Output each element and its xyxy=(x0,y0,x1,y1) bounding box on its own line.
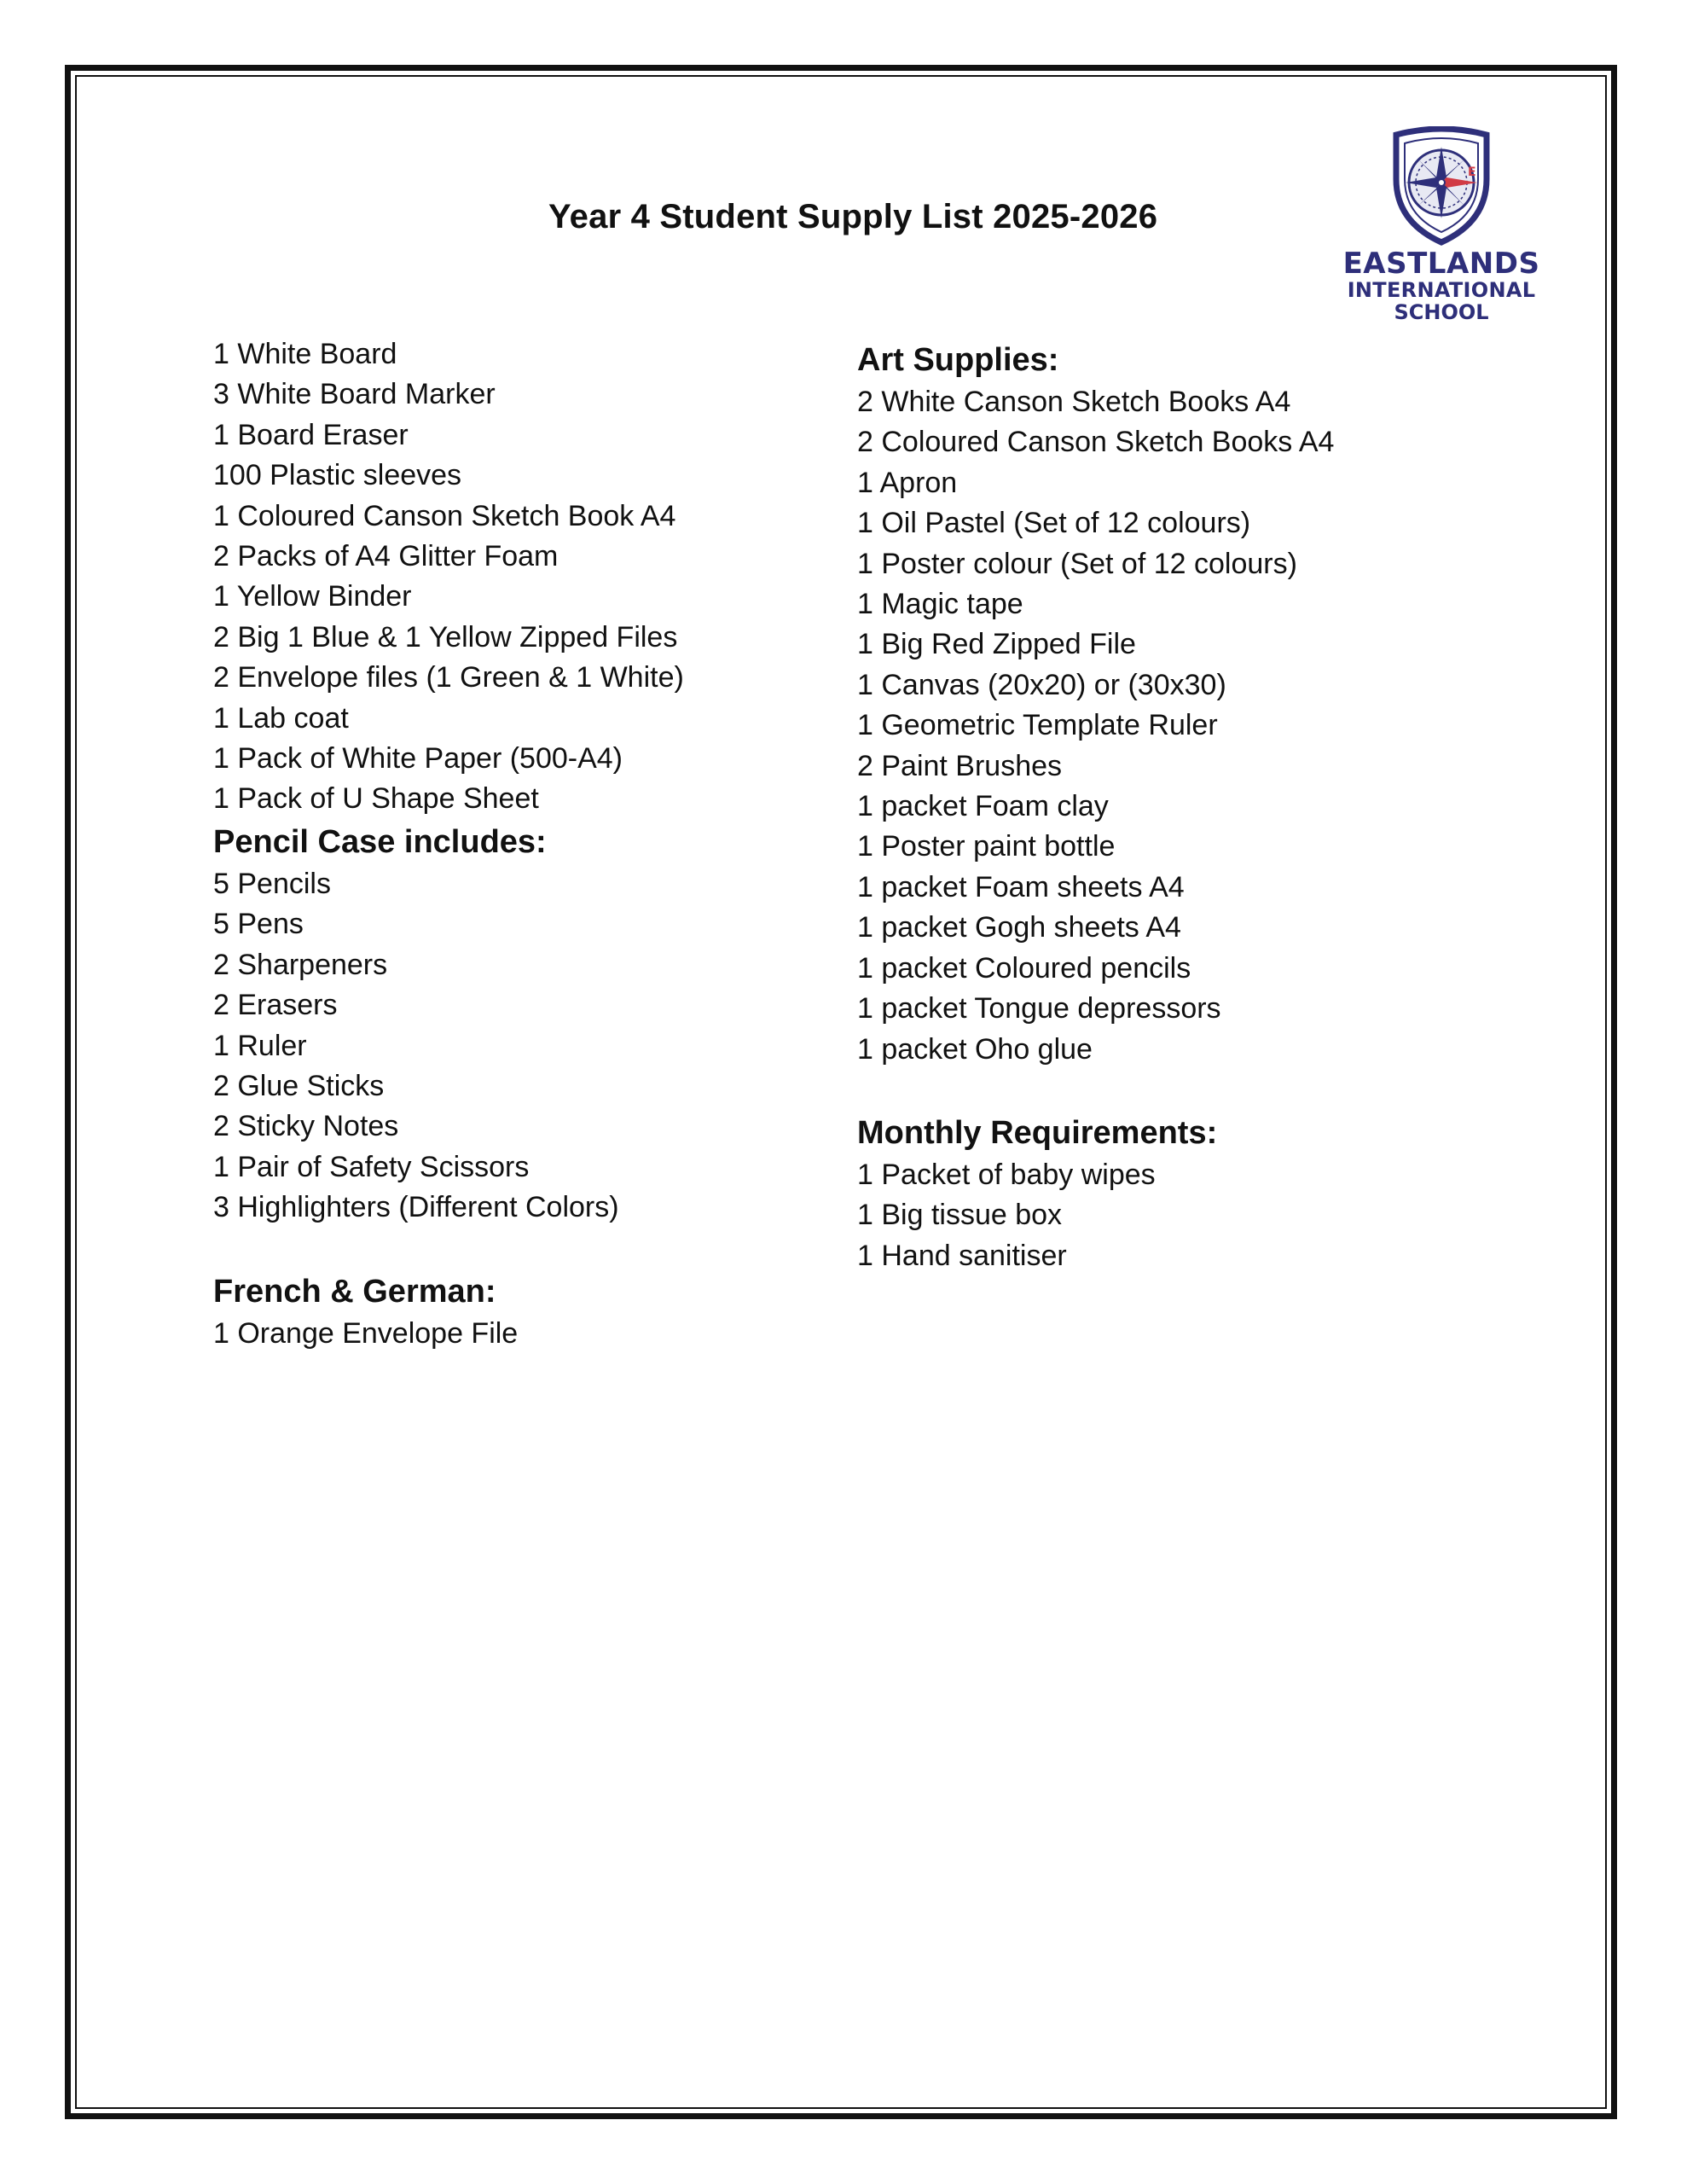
list-item: 2 Erasers xyxy=(213,989,338,1022)
section-spacer xyxy=(857,1070,1471,1111)
list-item: 1 Geometric Template Ruler xyxy=(857,709,1218,742)
french-german-heading: French & German: xyxy=(213,1273,496,1310)
logo-text-line1: EASTLANDS xyxy=(1342,247,1540,281)
list-item: 1 packet Tongue depressors xyxy=(857,992,1221,1025)
left-column xyxy=(213,334,827,1354)
list-item: 1 Pair of Safety Scissors xyxy=(213,1150,530,1183)
list-item: 1 Pack of White Paper (500-A4) xyxy=(213,742,623,775)
list-item: 2 Coloured Canson Sketch Books A4 xyxy=(857,426,1335,459)
list-item: 3 White Board Marker xyxy=(213,378,496,411)
list-item: 2 Packs of A4 Glitter Foam xyxy=(213,540,559,573)
list-item: 2 White Canson Sketch Books A4 xyxy=(857,386,1291,418)
french-german-list xyxy=(213,1314,827,1354)
pencil-case-list xyxy=(213,864,827,1228)
list-item: 1 Packet of baby wipes xyxy=(857,1158,1156,1191)
art-supplies-list xyxy=(857,382,1471,1070)
list-item: 1 Ruler xyxy=(213,1029,307,1062)
list-item: 1 Big tissue box xyxy=(857,1199,1063,1232)
school-logo xyxy=(1339,126,1544,322)
logo-text-line2: INTERNATIONAL xyxy=(1347,278,1536,302)
general-items-list xyxy=(213,334,827,820)
list-item: 1 packet Gogh sheets A4 xyxy=(857,911,1181,944)
list-item: 1 packet Foam clay xyxy=(857,790,1109,823)
list-item: 5 Pencils xyxy=(213,867,331,900)
list-item: 1 Pack of U Shape Sheet xyxy=(213,782,539,816)
list-item: 1 Yellow Binder xyxy=(213,580,412,613)
logo-text-line3: SCHOOL xyxy=(1394,300,1489,324)
list-item: 1 Poster paint bottle xyxy=(857,830,1116,863)
section-spacer xyxy=(213,1228,827,1269)
list-item: 3 Highlighters (Different Colors) xyxy=(213,1191,619,1224)
list-item: 1 packet Foam sheets A4 xyxy=(857,870,1185,903)
list-item: 2 Big 1 Blue & 1 Yellow Zipped Files xyxy=(213,620,678,653)
list-item: 2 Envelope files (1 Green & 1 White) xyxy=(213,661,684,694)
list-item: 5 Pens xyxy=(213,908,304,941)
list-item: 1 Canvas (20x20) or (30x30) xyxy=(857,668,1226,701)
list-item: 1 packet Oho glue xyxy=(857,1032,1093,1066)
list-item: 1 Big Red Zipped File xyxy=(857,628,1136,661)
monthly-requirements-list xyxy=(857,1155,1471,1276)
pencil-case-heading: Pencil Case includes: xyxy=(213,823,547,860)
list-item: 100 Plastic sleeves xyxy=(213,459,462,492)
list-item: 1 Board Eraser xyxy=(213,418,409,451)
list-item: 1 Apron xyxy=(857,466,958,499)
list-item: 1 Coloured Canson Sketch Book A4 xyxy=(213,499,676,532)
list-item: 1 Magic tape xyxy=(857,588,1023,621)
list-item: 1 Oil Pastel (Set of 12 colours) xyxy=(857,507,1251,540)
list-item: 2 Paint Brushes xyxy=(857,749,1063,782)
art-supplies-heading: Art Supplies: xyxy=(857,342,1059,378)
monthly-requirements-heading: Monthly Requirements: xyxy=(857,1114,1218,1151)
list-item: 1 White Board xyxy=(213,338,397,370)
list-item: 1 Orange Envelope File xyxy=(213,1316,519,1350)
list-item: 1 Hand sanitiser xyxy=(857,1239,1067,1272)
list-item: 2 Glue Sticks xyxy=(213,1069,385,1102)
list-item: 1 Lab coat xyxy=(213,701,349,735)
right-column xyxy=(857,338,1471,1276)
list-item: 1 packet Coloured pencils xyxy=(857,951,1191,985)
page-title: Year 4 Student Supply List 2025-2026 xyxy=(548,198,1158,235)
list-item: 2 Sharpeners xyxy=(213,948,388,981)
compass-letter: E xyxy=(1468,166,1476,179)
compass-shield-icon xyxy=(1386,126,1497,247)
list-item: 2 Sticky Notes xyxy=(213,1110,399,1143)
list-item: 1 Poster colour (Set of 12 colours) xyxy=(857,547,1297,580)
